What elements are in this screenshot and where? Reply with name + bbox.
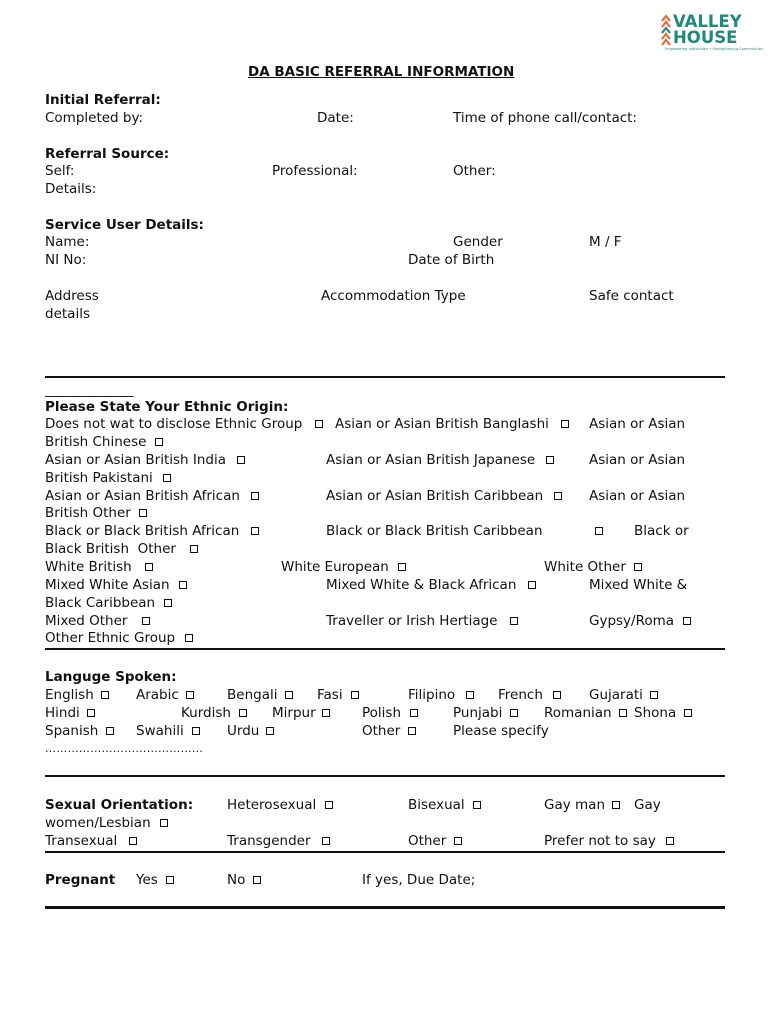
checkbox[interactable] <box>185 634 193 642</box>
language-option-label: Polish <box>362 705 402 721</box>
completed-by-label: Completed by: <box>45 110 144 126</box>
ethnic-option-label: Traveller or Irish Hertiage <box>326 613 498 629</box>
language-heading: Languge Spoken: <box>45 669 177 685</box>
checkbox[interactable] <box>528 581 536 589</box>
accommodation-label: Accommodation Type <box>321 288 466 304</box>
checkbox[interactable] <box>666 837 674 845</box>
language-option-label: French <box>498 687 543 703</box>
gender-options: M / F <box>589 234 622 250</box>
language-option-label: Fasi <box>317 687 343 703</box>
checkbox[interactable] <box>192 727 200 735</box>
language-option-label: Swahili <box>136 723 184 739</box>
divider <box>45 851 725 853</box>
ethnic-option-label: Asian or Asian British Japanese <box>326 452 536 468</box>
ethnic-option-label: Mixed White & Black African <box>326 577 517 593</box>
checkbox[interactable] <box>266 727 274 735</box>
ethnic-option-label: Asian or Asian British African <box>45 488 240 504</box>
page-title: DA BASIC REFERRAL INFORMATION <box>248 64 515 80</box>
due-date-label: If yes, Due Date; <box>362 872 476 888</box>
initial-referral-heading: Initial Referral: <box>45 92 161 108</box>
self-label: Self: <box>45 163 75 179</box>
language-option-label: Bengali <box>227 687 278 703</box>
logo-line1: VALLEY <box>673 12 742 31</box>
checkbox[interactable] <box>253 876 261 884</box>
sexual-option-label: Transexual <box>45 833 118 849</box>
pregnant-no-label: No <box>227 872 246 888</box>
ethnic-option-label: Other Ethnic Group <box>45 630 176 646</box>
professional-label: Professional: <box>272 163 358 179</box>
checkbox[interactable] <box>684 709 692 717</box>
checkbox[interactable] <box>612 801 620 809</box>
ethnic-option-label: Black or Black British Caribbean <box>326 523 543 539</box>
checkbox[interactable] <box>398 563 406 571</box>
time-contact-label: Time of phone call/contact: <box>453 110 637 126</box>
checkbox[interactable] <box>554 492 562 500</box>
ethnic-option-label: White European <box>281 559 389 575</box>
checkbox[interactable] <box>634 563 642 571</box>
sexual-option-label: Other <box>408 833 447 849</box>
pregnant-heading: Pregnant <box>45 872 116 888</box>
ethnic-option-label: Black or Black British African <box>45 523 240 539</box>
checkbox[interactable] <box>160 819 168 827</box>
checkbox[interactable] <box>325 801 333 809</box>
address-label: Address <box>45 288 99 304</box>
language-option-label: Hindi <box>45 705 80 721</box>
ethnic-option-label: Asian or Asian <box>589 452 686 468</box>
gender-label: Gender <box>453 234 503 250</box>
language-option-label: Urdu <box>227 723 260 739</box>
date-label: Date: <box>317 110 354 126</box>
divider <box>45 906 725 909</box>
please-specify-label: Please specify <box>453 723 549 739</box>
language-option-label: Spanish <box>45 723 99 739</box>
checkbox[interactable] <box>466 691 474 699</box>
checkbox[interactable] <box>351 691 359 699</box>
ethnic-option-label: British Pakistani <box>45 470 153 486</box>
divider <box>45 648 725 650</box>
valley-house-logo <box>660 12 763 52</box>
checkbox[interactable] <box>510 617 518 625</box>
sexual-option-label: Bisexual <box>408 797 465 813</box>
checkbox[interactable] <box>145 563 153 571</box>
language-option-label: Punjabi <box>453 705 503 721</box>
ethnic-option-label: White Other <box>544 559 626 575</box>
sexual-option-label: women/Lesbian <box>45 815 151 831</box>
checkbox[interactable] <box>101 691 109 699</box>
checkbox[interactable] <box>163 474 171 482</box>
checkbox[interactable] <box>139 509 147 517</box>
divider <box>45 376 725 378</box>
ethnic-option-label: British Other <box>45 505 131 521</box>
ethnic-option-label: Mixed Other <box>45 613 128 629</box>
checkbox[interactable] <box>164 599 172 607</box>
checkbox[interactable] <box>473 801 481 809</box>
checkbox[interactable] <box>650 691 658 699</box>
checkbox[interactable] <box>179 581 187 589</box>
checkbox[interactable] <box>285 691 293 699</box>
sexual-option-label: Gay <box>634 797 661 813</box>
sexual-option-label: Gay man <box>544 797 605 813</box>
checkbox[interactable] <box>322 837 330 845</box>
language-option-label: Filipino <box>408 687 456 703</box>
ethnic-option-label: White British <box>45 559 132 575</box>
language-option-label: Romanian <box>544 705 612 721</box>
underline-line: ________________ <box>45 382 133 398</box>
other-source-label: Other: <box>453 163 496 179</box>
checkbox[interactable] <box>166 876 174 884</box>
checkbox[interactable] <box>186 691 194 699</box>
language-option-label: Kurdish <box>181 705 231 721</box>
checkbox[interactable] <box>454 837 462 845</box>
sexual-orientation-heading: Sexual Orientation: <box>45 797 194 813</box>
ethnic-option-label: Asian or Asian <box>589 416 686 432</box>
checkbox[interactable] <box>595 527 603 535</box>
checkbox[interactable] <box>251 527 259 535</box>
dob-label: Date of Birth <box>408 252 495 268</box>
specify-dots: …………………………………… <box>45 742 204 755</box>
checkbox[interactable] <box>322 709 330 717</box>
ethnic-option-label: Black or <box>634 523 689 539</box>
ethnic-option-label: British Chinese <box>45 434 147 450</box>
checkbox[interactable] <box>251 492 259 500</box>
checkbox[interactable] <box>315 420 323 428</box>
ethnic-option-label: Asian or Asian British Caribbean <box>326 488 544 504</box>
sexual-option-label: Prefer not to say <box>544 833 656 849</box>
language-option-label: Mirpur <box>272 705 316 721</box>
checkbox[interactable] <box>239 709 247 717</box>
details-label-2: details <box>45 306 90 322</box>
logo-line2: HOUSE <box>673 28 738 47</box>
checkbox[interactable] <box>237 456 245 464</box>
language-option-label: English <box>45 687 94 703</box>
service-user-heading: Service User Details: <box>45 217 204 233</box>
checkbox[interactable] <box>410 709 418 717</box>
language-option-label: Gujarati <box>589 687 643 703</box>
ethnic-option-label: Black British Other <box>45 541 176 557</box>
checkbox[interactable] <box>129 837 137 845</box>
checkbox[interactable] <box>155 438 163 446</box>
sexual-option-label: Transgender <box>227 833 311 849</box>
language-option-label: Arabic <box>136 687 179 703</box>
ethnic-heading: Please State Your Ethnic Origin: <box>45 399 289 415</box>
details-label: Details: <box>45 181 97 197</box>
checkbox[interactable] <box>408 727 416 735</box>
ethnic-option-label: Mixed White & <box>589 577 688 593</box>
checkbox[interactable] <box>510 709 518 717</box>
ethnic-option-label: Asian or Asian British Banglashi <box>335 416 549 432</box>
checkbox[interactable] <box>683 617 691 625</box>
ethnic-option-label: Does not wat to disclose Ethnic Group <box>45 416 303 432</box>
ethnic-option-label: Asian or Asian British India <box>45 452 226 468</box>
chevrons-icon <box>662 16 670 45</box>
checkbox[interactable] <box>561 420 569 428</box>
checkbox[interactable] <box>619 709 627 717</box>
checkbox[interactable] <box>142 617 150 625</box>
language-option-label: Shona <box>634 705 677 721</box>
checkbox[interactable] <box>106 727 114 735</box>
checkbox[interactable] <box>190 545 198 553</box>
divider <box>45 775 725 777</box>
ni-label: NI No: <box>45 252 87 268</box>
ethnic-option-label: Black Caribbean <box>45 595 156 611</box>
checkbox[interactable] <box>553 691 561 699</box>
name-label: Name: <box>45 234 90 250</box>
safe-contact-label: Safe contact <box>589 288 674 304</box>
ethnic-option-label: Asian or Asian <box>589 488 686 504</box>
ethnic-option-label: Mixed White Asian <box>45 577 170 593</box>
referral-source-heading: Referral Source: <box>45 146 170 162</box>
checkbox[interactable] <box>87 709 95 717</box>
language-option-label: Other <box>362 723 401 739</box>
sexual-option-label: Heterosexual <box>227 797 317 813</box>
logo-tagline: Empowering Individuals • Strengthening Communities <box>665 47 763 51</box>
checkbox[interactable] <box>546 456 554 464</box>
ethnic-option-label: Gypsy/Roma <box>589 613 675 629</box>
pregnant-yes-label: Yes <box>136 872 158 888</box>
